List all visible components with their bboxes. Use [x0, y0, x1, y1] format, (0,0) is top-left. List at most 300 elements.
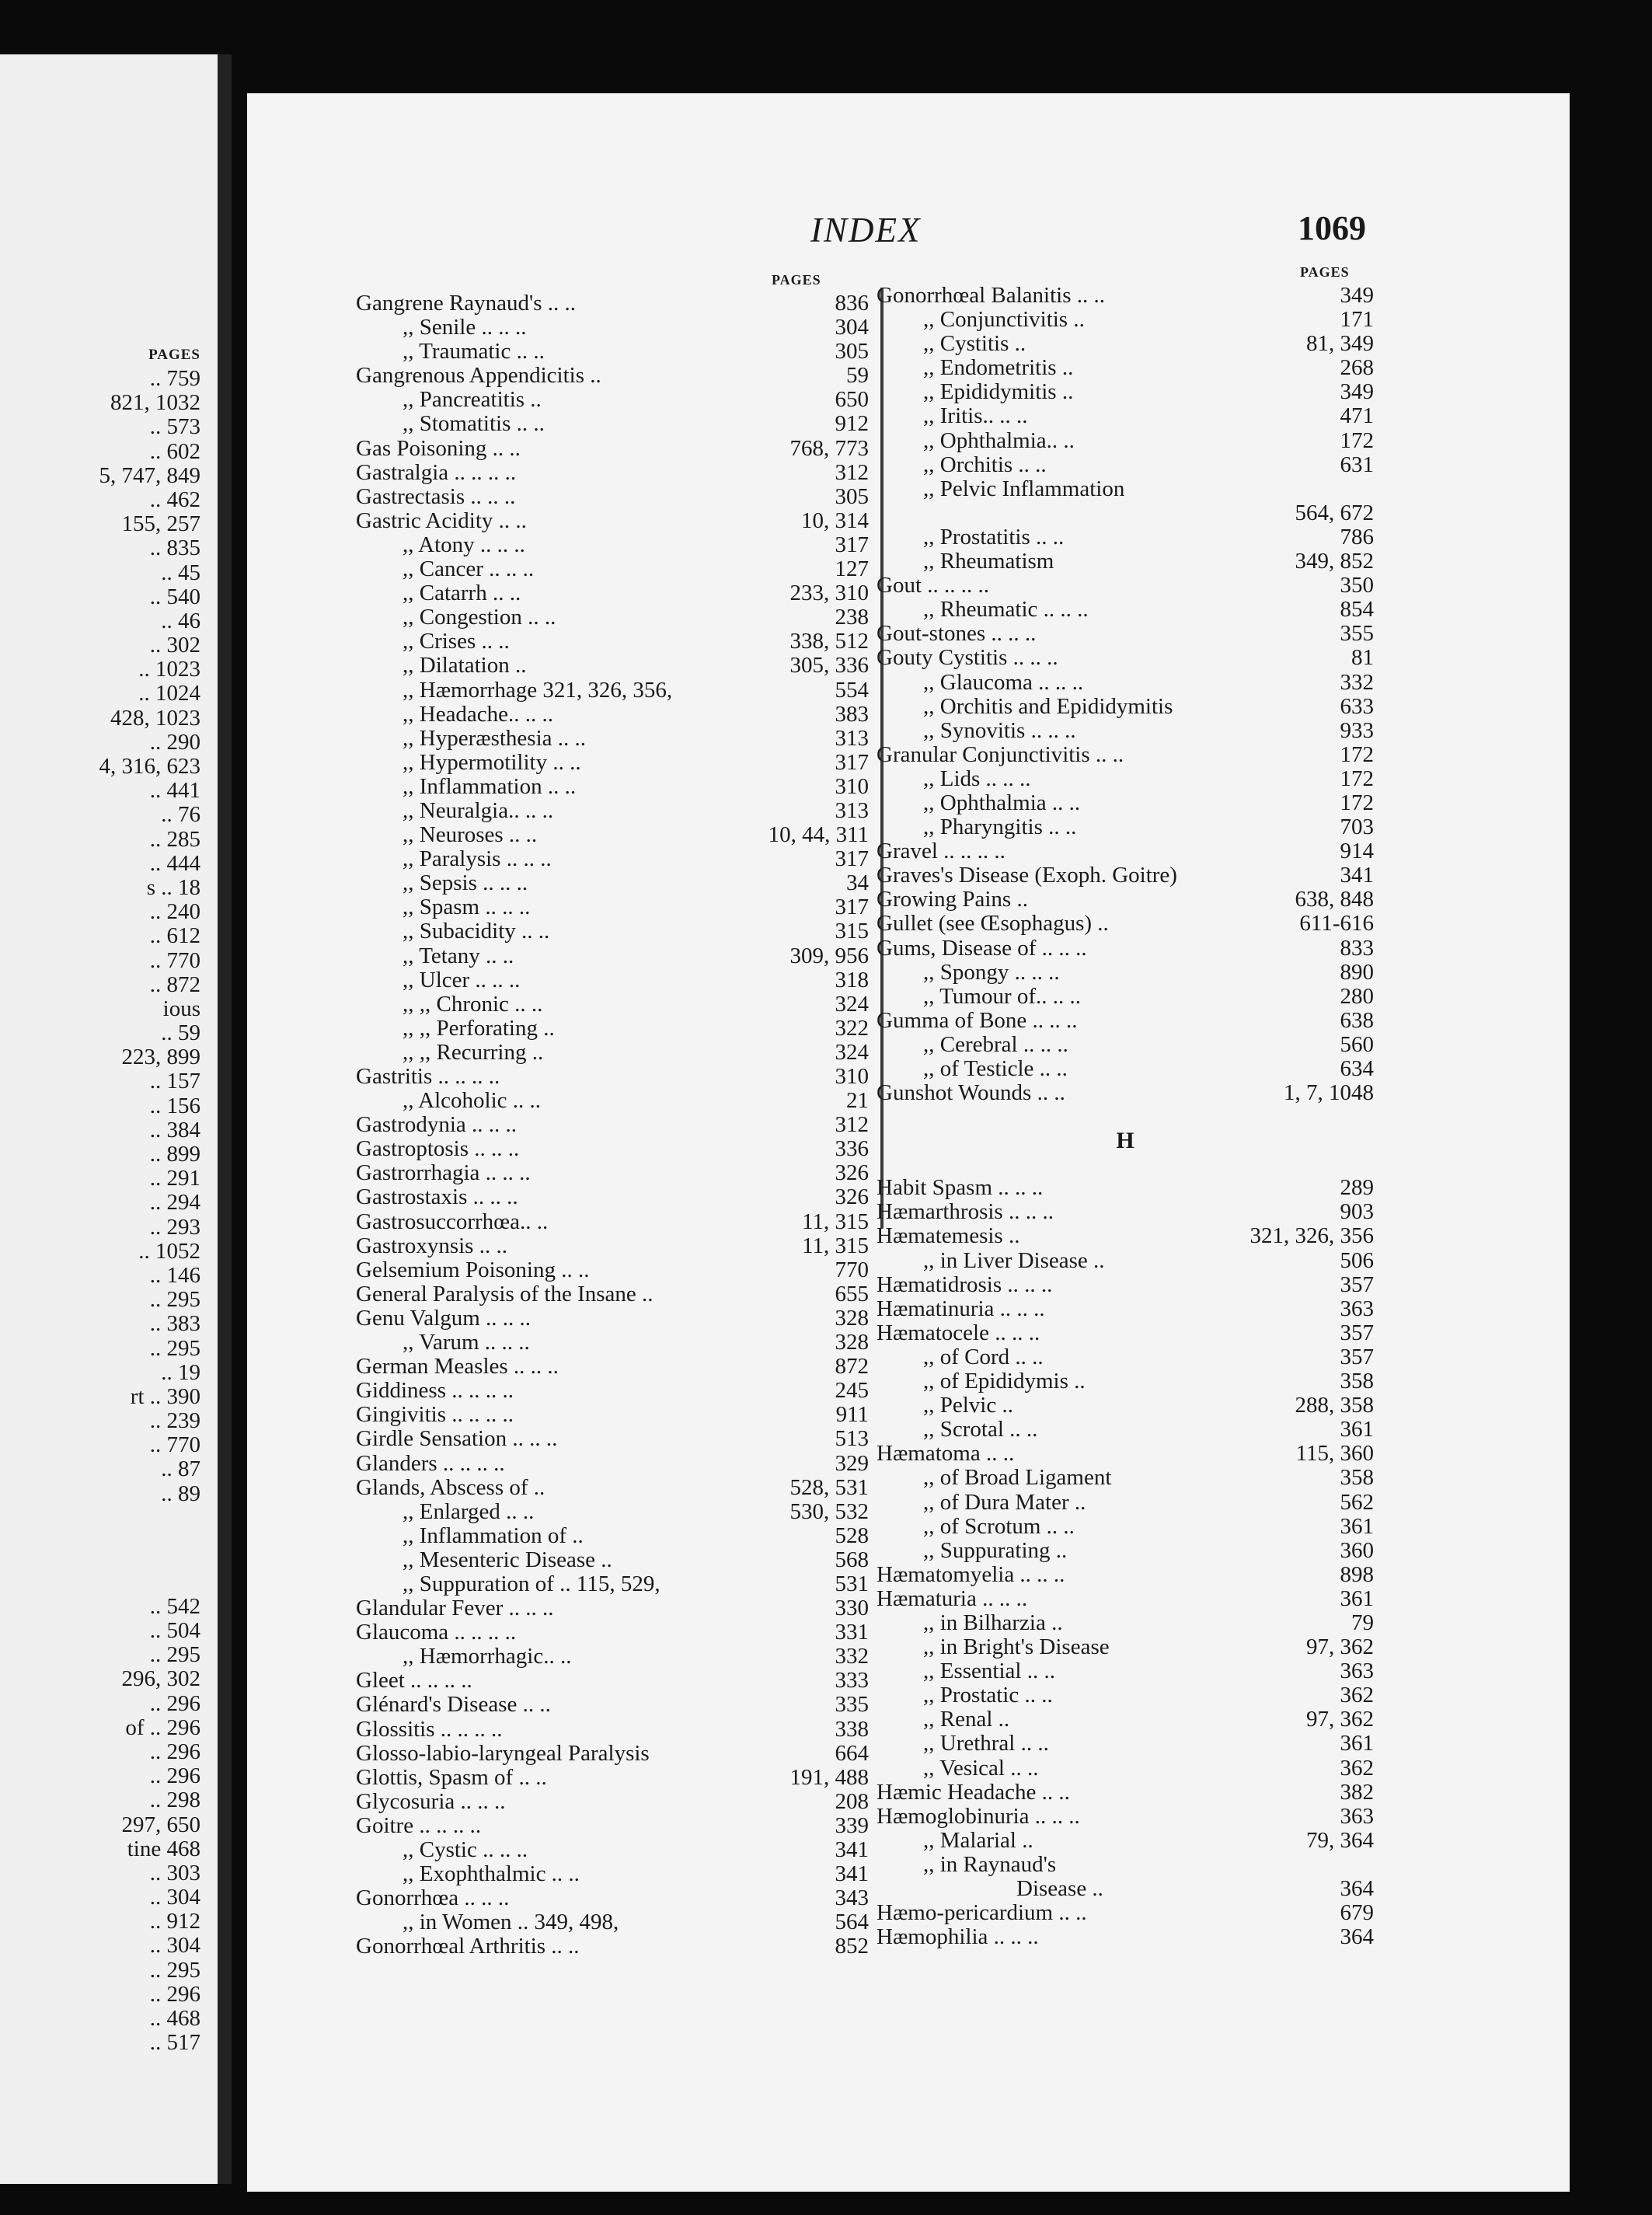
index-entry	[356, 509, 869, 533]
index-term: ,, Pelvic Inflammation	[923, 476, 1125, 501]
index-term: Graves's Disease (Exoph. Goitre)	[877, 863, 1177, 888]
index-term: ,, Cerebral .. .. ..	[923, 1031, 1068, 1057]
index-term: Hæmoglobinuria .. .. ..	[877, 1803, 1080, 1829]
index-entry	[356, 1910, 869, 1934]
index-term: ,, of Broad Ligament	[923, 1465, 1112, 1491]
left-page-entry: 223, 899	[121, 1045, 200, 1070]
index-entry	[356, 727, 869, 751]
index-entry	[877, 1901, 1374, 1925]
index-term: Glossitis .. .. .. ..	[356, 1716, 503, 1742]
index-page-refs: 341	[835, 1837, 869, 1862]
index-entry	[877, 1033, 1374, 1057]
index-entry	[356, 847, 869, 871]
index-entry	[877, 695, 1374, 719]
index-entry	[356, 823, 869, 847]
index-page-refs: 331	[835, 1620, 869, 1645]
index-entry	[356, 364, 869, 388]
index-entry	[356, 1693, 869, 1717]
index-page-refs: 361	[1340, 1585, 1374, 1611]
index-term: ,, Varum .. .. ..	[403, 1330, 530, 1355]
page-title: INDEX	[810, 211, 922, 249]
index-term: Gastritis .. .. .. ..	[356, 1064, 500, 1089]
pages-column-label-left: PAGES	[772, 272, 821, 288]
index-term: ,, ,, Recurring ..	[403, 1039, 544, 1065]
index-entry	[877, 791, 1374, 815]
left-page-entry: .. 295	[149, 1287, 200, 1313]
index-term: ,, Neuroses .. ..	[403, 822, 538, 848]
index-page-refs: 471	[1340, 403, 1374, 429]
index-entry	[877, 1877, 1374, 1901]
index-term: ,, Cancer .. .. ..	[403, 556, 535, 582]
index-entry	[877, 549, 1374, 574]
index-term: Gleet .. .. .. ..	[356, 1668, 472, 1694]
index-page-refs: 833	[1340, 935, 1374, 961]
index-term: ,, of Testicle .. ..	[923, 1056, 1068, 1081]
index-entry	[356, 654, 869, 678]
index-entry	[877, 356, 1374, 380]
index-entry	[356, 1742, 869, 1766]
index-term: ,, Rheumatism	[923, 549, 1054, 574]
index-page-refs: 890	[1340, 959, 1374, 985]
index-page-refs: 313	[835, 797, 869, 823]
index-entry	[877, 1249, 1374, 1273]
index-term: ,, Spasm .. .. ..	[403, 895, 531, 920]
index-page-refs: 528, 531	[789, 1474, 869, 1500]
index-entry	[877, 308, 1374, 332]
index-term: Gangrene Raynaud's .. ..	[356, 291, 577, 316]
index-term: ,, in Liver Disease ..	[923, 1247, 1105, 1273]
index-entry	[877, 863, 1374, 888]
left-page-entry: .. 304	[149, 1933, 200, 1959]
index-page-refs: 34	[846, 870, 869, 896]
index-entry	[877, 767, 1374, 791]
index-term: Gingivitis .. .. .. ..	[356, 1402, 514, 1428]
index-entry	[356, 1089, 869, 1113]
left-page-entry: .. 296	[149, 1981, 200, 2007]
index-page-refs: 638, 848	[1295, 887, 1374, 912]
index-term: ,, Orchitis .. ..	[923, 452, 1047, 477]
index-entry	[356, 1766, 869, 1790]
index-entry	[356, 1524, 869, 1548]
index-term: ,, Orchitis and Epididymitis	[923, 693, 1173, 719]
index-page-refs: 912	[835, 411, 869, 437]
index-term: Gout .. .. .. ..	[877, 573, 989, 598]
index-column-left	[356, 291, 869, 1959]
index-entry	[356, 1886, 869, 1910]
index-entry	[356, 1355, 869, 1379]
index-page-refs: 363	[1340, 1803, 1374, 1829]
index-term: ,, Hæmorrhagic.. ..	[403, 1644, 572, 1669]
index-term: Giddiness .. .. .. ..	[356, 1378, 514, 1404]
index-term: ,, Prostatic .. ..	[923, 1683, 1053, 1708]
index-page-refs: 872	[835, 1354, 869, 1380]
index-page-refs: 310	[835, 1064, 869, 1089]
index-term: ,, Glaucoma .. .. ..	[923, 669, 1084, 695]
index-entry	[356, 630, 869, 654]
index-term: Gonorrhœa .. .. ..	[356, 1885, 510, 1911]
index-entry	[356, 1185, 869, 1209]
index-page-refs: 634	[1340, 1056, 1374, 1081]
index-term: ,, Iritis.. .. ..	[923, 403, 1028, 429]
left-page-entry: 428, 1023	[110, 705, 200, 731]
index-term: ,, Essential .. ..	[923, 1659, 1055, 1684]
index-entry	[356, 1065, 869, 1089]
index-entry	[877, 1297, 1374, 1321]
index-entry	[877, 1176, 1374, 1200]
index-term: Gas Poisoning .. ..	[356, 435, 521, 461]
left-page-entry: .. 296	[149, 1690, 200, 1716]
index-entry	[877, 284, 1374, 308]
index-page-refs: 914	[1340, 839, 1374, 864]
index-term: Gonorrhœal Arthritis .. ..	[356, 1934, 580, 1959]
index-entry	[877, 1345, 1374, 1369]
index-page-refs: 11, 315	[802, 1209, 869, 1234]
index-entry	[356, 1862, 869, 1886]
index-term: ,, Tetany .. ..	[403, 943, 514, 968]
index-term: ,, Suppurating ..	[923, 1537, 1068, 1563]
index-entry	[356, 1718, 869, 1742]
index-term: Gums, Disease of .. .. ..	[877, 935, 1087, 961]
index-page-refs: 79, 364	[1306, 1827, 1374, 1853]
index-entry	[356, 944, 869, 968]
left-page-entry: .. 383	[149, 1311, 200, 1337]
index-entry	[877, 429, 1374, 453]
index-entry	[877, 719, 1374, 743]
index-page-refs: 768, 773	[789, 435, 869, 461]
left-page-entry: .. 295	[149, 1642, 200, 1668]
index-term: ,, in Bright's Disease	[923, 1634, 1110, 1660]
index-page-refs: 638	[1340, 1007, 1374, 1033]
index-page-refs: 324	[835, 991, 869, 1017]
index-page-refs: 321, 326, 356	[1249, 1223, 1374, 1249]
index-page-refs: 312	[835, 1112, 869, 1138]
index-term: ,, Dilatation ..	[403, 653, 527, 678]
index-term: ,, Inflammation of ..	[403, 1523, 584, 1548]
index-term: ,, Crises .. ..	[403, 629, 510, 654]
index-term: ,, Urethral .. ..	[923, 1731, 1049, 1756]
left-page-entry: .. 1024	[138, 681, 200, 706]
index-term: Gullet (see Œsophagus) ..	[877, 911, 1109, 937]
left-page-entry: .. 296	[149, 1739, 200, 1764]
index-page-refs: 97, 362	[1306, 1707, 1374, 1732]
index-term: Gastrosuccorrhœa.. ..	[356, 1209, 549, 1234]
index-entry	[356, 1548, 869, 1572]
index-term: Gangrenous Appendicitis ..	[356, 363, 601, 389]
index-page-refs: 324	[835, 1039, 869, 1065]
index-term: Hæmatidrosis .. .. ..	[877, 1271, 1053, 1297]
index-entry	[877, 598, 1374, 622]
index-page-refs: 852	[835, 1934, 869, 1959]
index-entry	[356, 412, 869, 436]
index-entry	[356, 1258, 869, 1282]
index-term: ,, Inflammation .. ..	[403, 773, 577, 799]
left-page-entry: .. 912	[149, 1909, 200, 1934]
index-term: Hæmo-pericardium .. ..	[877, 1900, 1087, 1926]
index-term: ,, Scrotal .. ..	[923, 1417, 1038, 1442]
index-term: Gastrectasis .. .. ..	[356, 483, 516, 509]
index-page-refs: 332	[1340, 669, 1374, 695]
index-entry	[356, 340, 869, 364]
index-entry	[877, 1683, 1374, 1707]
index-page-refs: 305	[835, 483, 869, 509]
index-entry	[877, 1442, 1374, 1466]
index-term: Glosso-labio-laryngeal Paralysis	[356, 1740, 650, 1766]
index-entry	[877, 937, 1374, 961]
index-term: ,, Atony .. .. ..	[403, 532, 525, 557]
index-page-refs: 361	[1340, 1513, 1374, 1539]
index-page-refs: 854	[1340, 597, 1374, 623]
index-entry	[877, 1707, 1374, 1732]
left-page-entry: .. 303	[149, 1860, 200, 1885]
index-entry	[356, 1669, 869, 1693]
index-page-refs: 288, 358	[1295, 1393, 1374, 1418]
index-page-refs: 531	[835, 1571, 869, 1596]
index-entry	[356, 1427, 869, 1451]
index-page-refs: 903	[1340, 1199, 1374, 1225]
index-term: ,, of Dura Mater ..	[923, 1489, 1086, 1515]
index-term: ,, Ulcer .. .. ..	[403, 967, 521, 992]
index-entry	[877, 501, 1374, 525]
left-page-entry: .. 46	[161, 608, 200, 633]
index-term: ,, Endometritis ..	[923, 355, 1074, 381]
index-page-refs: 363	[1340, 1296, 1374, 1321]
index-entry	[877, 1853, 1374, 1877]
left-page-entry: .. 290	[149, 729, 200, 755]
index-term: Hæmatinuria .. .. ..	[877, 1296, 1045, 1321]
adjacent-page-fragment	[0, 54, 232, 2184]
index-term: Glandular Fever .. .. ..	[356, 1596, 554, 1621]
index-term: Glottis, Spasm of .. ..	[356, 1764, 547, 1790]
index-entry	[877, 1805, 1374, 1829]
index-term: Genu Valgum .. .. ..	[356, 1305, 531, 1331]
index-entry	[877, 1539, 1374, 1563]
index-entry	[877, 888, 1374, 912]
index-term: ,, Pharyngitis .. ..	[923, 814, 1077, 840]
index-entry	[356, 1113, 869, 1137]
index-entry	[877, 1224, 1374, 1248]
left-page-entry: .. 87	[161, 1456, 200, 1482]
index-page-refs: 343	[835, 1885, 869, 1911]
page-number: 1069	[1298, 209, 1366, 247]
index-page-refs: 350	[1340, 573, 1374, 598]
index-term: Glénard's Disease .. ..	[356, 1692, 551, 1718]
index-page-refs: 506	[1340, 1247, 1374, 1273]
index-term: Gastrodynia .. .. ..	[356, 1112, 517, 1138]
index-page-refs: 650	[835, 387, 869, 413]
index-term: Gouty Cystitis .. .. ..	[877, 645, 1058, 671]
index-entry	[356, 1137, 869, 1161]
left-page-entry: .. 540	[149, 584, 200, 609]
index-entry	[356, 485, 869, 509]
left-page-entry: .. 157	[149, 1069, 200, 1094]
index-page-refs: 363	[1340, 1659, 1374, 1684]
index-entry	[356, 1476, 869, 1500]
index-entry	[356, 1331, 869, 1355]
index-term: Gravel .. .. .. ..	[877, 839, 1005, 864]
index-page-refs: 317	[835, 846, 869, 872]
index-entry	[877, 839, 1374, 863]
index-term: ,, Pancreatitis ..	[403, 387, 542, 413]
index-page-refs: 59	[846, 363, 869, 389]
index-page-refs: 364	[1340, 1876, 1374, 1901]
left-page-entries	[0, 367, 200, 2055]
left-page-entry: .. 1023	[138, 657, 200, 682]
index-term: Gastroptosis .. .. ..	[356, 1136, 520, 1162]
section-letter-heading: H	[1116, 1128, 1134, 1154]
index-entry	[356, 1620, 869, 1645]
index-entry	[877, 1321, 1374, 1345]
index-entry	[877, 1659, 1374, 1683]
index-page-refs: 115, 360	[1295, 1441, 1374, 1467]
index-page-refs: 81, 349	[1306, 331, 1374, 357]
index-entry	[877, 525, 1374, 549]
index-page-refs: 357	[1340, 1344, 1374, 1369]
index-entry	[877, 1394, 1374, 1418]
index-page-refs: 238	[835, 605, 869, 630]
index-term: ,, Traumatic .. ..	[403, 339, 545, 365]
left-page-entry: .. 602	[149, 438, 200, 464]
index-page-refs: 679	[1340, 1900, 1374, 1926]
left-page-entry: .. 770	[149, 947, 200, 973]
left-page-entry: .. 146	[149, 1262, 200, 1288]
index-entry	[356, 871, 869, 895]
index-entry	[356, 1838, 869, 1862]
index-page-refs: 317	[835, 749, 869, 775]
index-page-refs: 245	[835, 1378, 869, 1404]
left-page-entry: 4, 316, 623	[99, 754, 200, 779]
index-page-refs: 355	[1340, 621, 1374, 647]
index-entry	[356, 799, 869, 823]
index-entry	[877, 1009, 1374, 1033]
index-page-refs: 233, 310	[789, 581, 869, 606]
left-page-entry: rt .. 390	[130, 1383, 200, 1409]
index-entry	[356, 1814, 869, 1838]
index-entry	[356, 1210, 869, 1234]
index-entry	[356, 895, 869, 919]
left-page-entry: .. 444	[149, 850, 200, 876]
left-page-entry: .. 542	[149, 1593, 200, 1619]
index-term: ,, Exophthalmic .. ..	[403, 1861, 580, 1887]
index-term: ,, Senile .. .. ..	[403, 315, 527, 340]
index-term: ,, Rheumatic .. .. ..	[923, 597, 1089, 623]
index-page-refs: 317	[835, 532, 869, 557]
index-page-refs: 312	[835, 459, 869, 485]
index-term: ,, Catarrh .. ..	[403, 581, 521, 606]
index-page-refs: 336	[835, 1136, 869, 1162]
left-page-entry: tine 468	[127, 1836, 200, 1861]
left-page-entry: .. 770	[149, 1432, 200, 1458]
left-page-entry: .. 468	[149, 2006, 200, 2031]
index-term: ,, Subacidity .. ..	[403, 919, 550, 944]
index-term: ,, Pelvic ..	[923, 1393, 1013, 1418]
index-page-refs: 10, 44, 311	[768, 822, 869, 848]
index-term: ,, Hæmorrhage 321, 326, 356,	[403, 677, 673, 703]
index-page-refs: 81	[1351, 645, 1374, 671]
index-page-refs: 172	[1340, 766, 1374, 791]
index-entry	[356, 437, 869, 461]
index-page-refs: 79	[1351, 1610, 1374, 1635]
index-term: ,, Ophthalmia .. ..	[923, 790, 1081, 815]
index-page-refs: 322	[835, 1015, 869, 1041]
left-page-entry: .. 156	[149, 1093, 200, 1118]
index-term: Growing Pains ..	[877, 887, 1028, 912]
index-page-refs: 357	[1340, 1320, 1374, 1345]
index-entry	[356, 1282, 869, 1306]
left-page-entry: .. 45	[161, 560, 200, 585]
index-page-refs: 631	[1340, 452, 1374, 477]
index-entry	[877, 1418, 1374, 1442]
index-entry	[877, 1756, 1374, 1781]
index-page-refs: 268	[1340, 355, 1374, 381]
index-page-refs: 530, 532	[789, 1498, 869, 1524]
index-term: Gelsemium Poisoning .. ..	[356, 1257, 590, 1282]
index-term: Glanders .. .. .. ..	[356, 1450, 505, 1476]
index-term: Hæmatemesis ..	[877, 1223, 1020, 1249]
index-term: Hæmarthrosis .. .. ..	[877, 1199, 1054, 1225]
index-entry	[356, 1017, 869, 1041]
index-term: ,, of Cord .. ..	[923, 1344, 1044, 1369]
index-term: German Measles .. .. ..	[356, 1354, 559, 1380]
section-spacer	[877, 1153, 1374, 1176]
index-term: ,, Enlarged .. ..	[403, 1498, 535, 1524]
index-entry	[356, 919, 869, 944]
index-entry	[877, 671, 1374, 695]
index-term: Gastralgia .. .. .. ..	[356, 459, 517, 485]
index-term: Gumma of Bone .. .. ..	[877, 1007, 1078, 1033]
index-page-refs: 933	[1340, 717, 1374, 743]
index-entry	[877, 1081, 1374, 1105]
index-page-refs: 97, 362	[1306, 1634, 1374, 1660]
index-page-refs: 208	[835, 1788, 869, 1814]
index-term: ,, Synovitis .. .. ..	[923, 717, 1076, 743]
index-page-refs: 358	[1340, 1465, 1374, 1491]
index-page-refs: 528	[835, 1523, 869, 1548]
index-entry	[877, 1925, 1374, 1949]
index-term: ,, of Scrotum .. ..	[923, 1513, 1075, 1539]
index-page-refs: 317	[835, 895, 869, 920]
index-page-refs: 172	[1340, 741, 1374, 767]
index-entry	[877, 1781, 1374, 1805]
index-page-refs: 338	[835, 1716, 869, 1742]
left-page-entry: .. 573	[149, 414, 200, 440]
index-term: ,, Vesical .. ..	[923, 1755, 1039, 1781]
index-term: Hæmatoma .. ..	[877, 1441, 1015, 1467]
index-page-refs: 172	[1340, 427, 1374, 453]
index-page-refs: 560	[1340, 1031, 1374, 1057]
index-entry	[877, 985, 1374, 1009]
left-page-entry: .. 76	[161, 802, 200, 828]
index-term: ,, Neuralgia.. .. ..	[403, 797, 554, 823]
left-page-entry: .. 302	[149, 633, 200, 658]
index-page-refs: 315	[835, 919, 869, 944]
index-entry	[877, 1273, 1374, 1297]
index-term: Disease ..	[1016, 1876, 1103, 1901]
left-page-entry: .. 19	[161, 1359, 200, 1385]
index-page-refs: 349	[1340, 379, 1374, 405]
index-entry	[877, 477, 1374, 501]
index-term: ,, Malarial ..	[923, 1827, 1033, 1853]
index-term: ,, Renal ..	[923, 1707, 1010, 1732]
index-page-refs: 191, 488	[789, 1764, 869, 1790]
index-page-refs: 330	[835, 1596, 869, 1621]
index-page-refs: 362	[1340, 1755, 1374, 1781]
left-page-entry: 821, 1032	[110, 390, 200, 416]
index-entry	[877, 1563, 1374, 1587]
index-term: Gout-stones .. .. ..	[877, 621, 1037, 647]
index-entry	[356, 968, 869, 992]
index-entry	[356, 992, 869, 1017]
index-entry	[877, 961, 1374, 985]
